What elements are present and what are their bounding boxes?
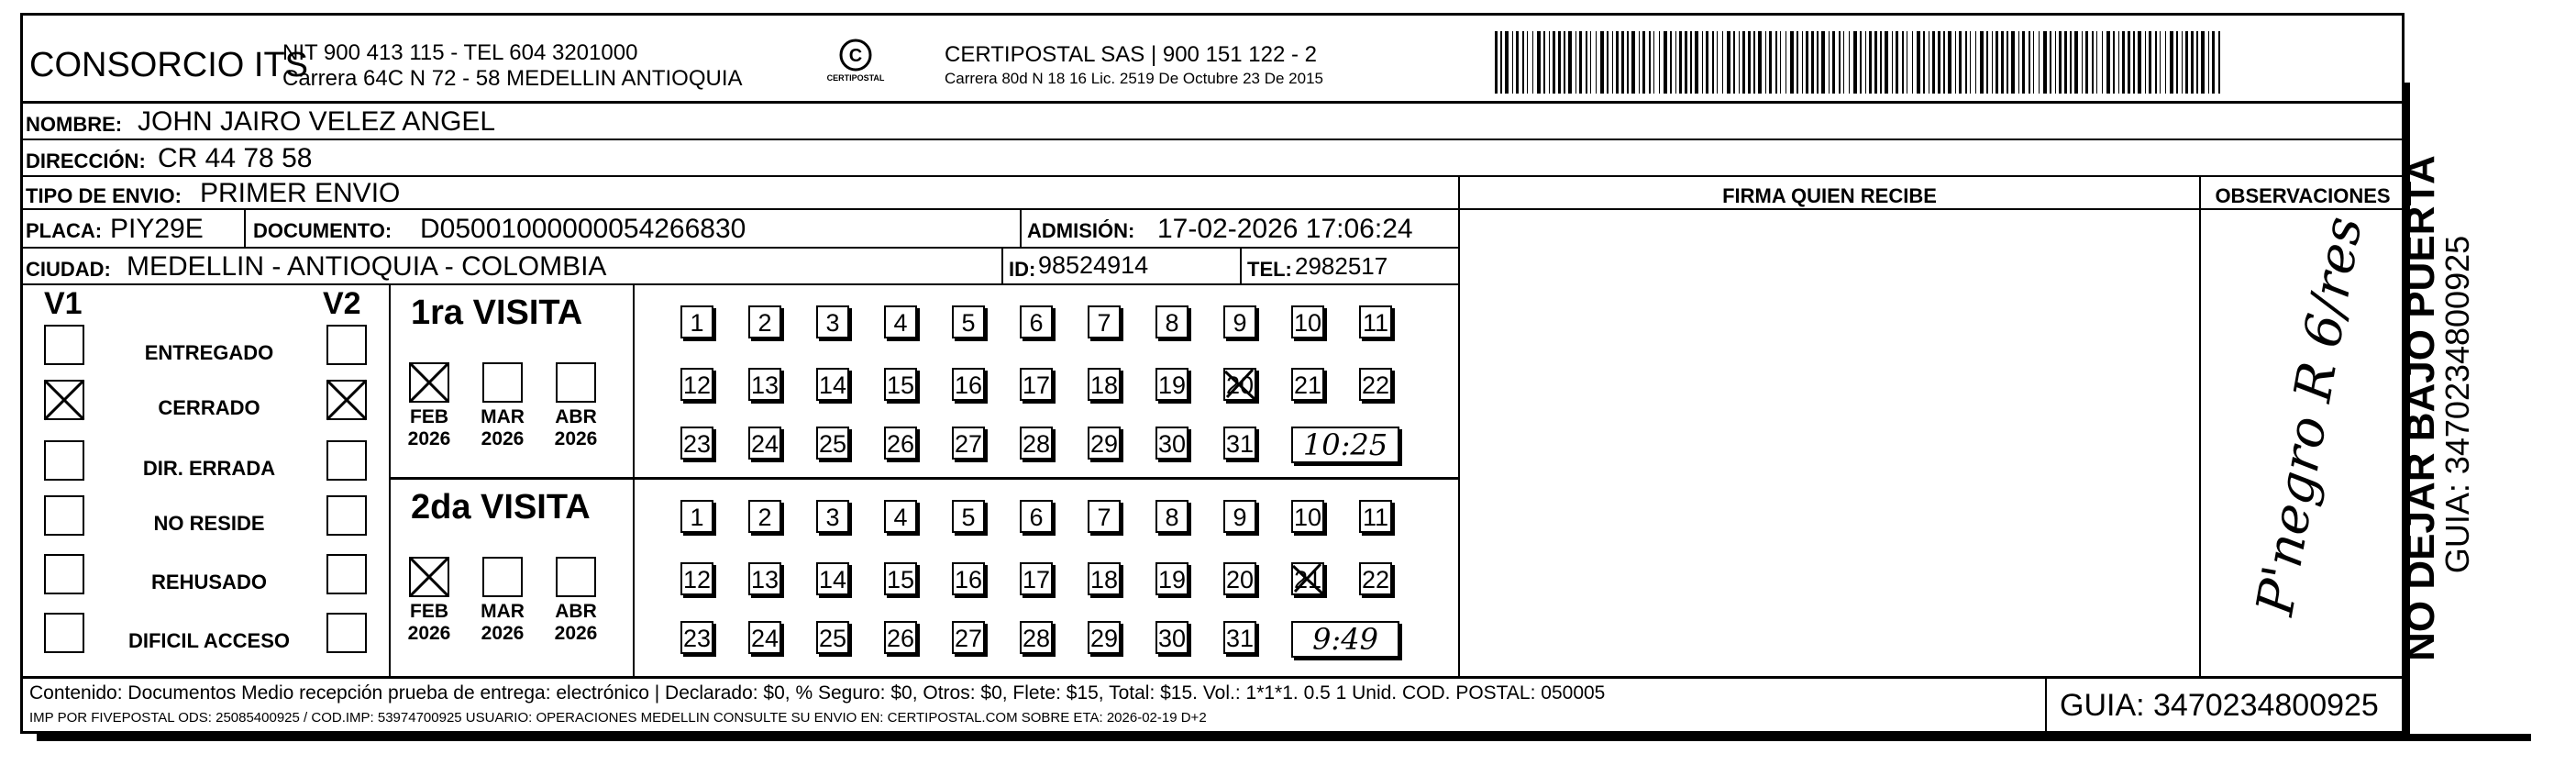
visit1-day-box[interactable]: 6 [1020, 305, 1053, 338]
v1-checkbox[interactable] [44, 613, 84, 653]
barcode-bar [1579, 31, 1582, 94]
visit2-month-checkbox[interactable] [482, 557, 523, 597]
barcode-bar [1986, 31, 1988, 94]
visit1-day-box[interactable]: 29 [1088, 427, 1121, 460]
barcode-bar [1775, 31, 1777, 94]
visit2-day-box[interactable]: 20 [1223, 562, 1256, 595]
visit-month-divider [633, 285, 635, 676]
visit2-day-box[interactable]: 31 [1223, 621, 1256, 654]
id-label: ID: [1009, 258, 1036, 281]
barcode-bar [1932, 31, 1935, 94]
row-ciudad [20, 249, 1460, 285]
barcode-bar [1527, 31, 1528, 94]
barcode-bar [1806, 31, 1808, 94]
tel-divider [1240, 249, 1242, 285]
barcode-bar [1769, 31, 1772, 94]
logo-text: CERTIPOSTAL [826, 73, 885, 83]
barcode-bar [1742, 31, 1745, 94]
barcode-bar [1892, 31, 1893, 94]
visit2-day-box[interactable]: 12 [680, 562, 713, 595]
barcode-bar [1860, 31, 1862, 94]
barcode-bar [2133, 31, 2135, 94]
barcode-bar [1642, 31, 1645, 94]
visit2-day-box[interactable]: 9 [1223, 500, 1256, 533]
visit2-day-box[interactable]: 13 [748, 562, 781, 595]
barcode-bar [2050, 31, 2051, 94]
row-direccion [20, 140, 2405, 177]
visit1-day-box[interactable]: 24 [748, 427, 781, 460]
barcode-bar [2212, 31, 2215, 94]
company-name: CONSORCIO ITS [29, 46, 309, 84]
barcode-bar [1596, 31, 1597, 94]
visit2-month-checkbox[interactable] [556, 557, 596, 597]
barcode-bar [1733, 31, 1735, 94]
visit1-day-box[interactable]: 4 [884, 305, 917, 338]
barcode-bar [2001, 31, 2004, 94]
visit2-day-box[interactable]: 22 [1359, 562, 1392, 595]
visit2-day-box[interactable]: 11 [1359, 500, 1392, 533]
barcode-bar [1943, 31, 1945, 94]
barcode-bar [1553, 31, 1555, 94]
visit2-day-box[interactable]: 15 [884, 562, 917, 595]
barcode-bar [1639, 31, 1640, 94]
barcode-bar [1505, 31, 1509, 94]
barcode-bar [1765, 31, 1766, 94]
footer-guia-divider [2045, 676, 2047, 734]
barcode-bar [2085, 31, 2088, 94]
visit2-title: 2da VISITA [411, 488, 591, 527]
visit1-day-box[interactable]: 21 [1291, 368, 1324, 401]
barcode-bar [1653, 31, 1654, 94]
barcode-bar [1564, 31, 1565, 94]
barcode-bar [1865, 31, 1866, 94]
barcode-bar [1948, 31, 1951, 94]
barcode-bar [1512, 31, 1513, 94]
admision-label: ADMISIÓN: [1027, 219, 1135, 242]
visit2-day-box[interactable]: 1 [680, 500, 713, 533]
barcode-bar [2022, 31, 2025, 94]
v2-checkbox[interactable] [326, 495, 367, 536]
tel-value: 2982517 [1295, 252, 1388, 280]
barcode [1495, 31, 2228, 94]
barcode-bar [2118, 31, 2119, 94]
visit1-day-box[interactable]: 18 [1088, 368, 1121, 401]
barcode-bar [2074, 31, 2078, 94]
barcode-bar [2160, 31, 2161, 94]
barcode-bar [2138, 31, 2141, 94]
visit2-day-mark [1288, 559, 1328, 599]
visit1-day-box[interactable]: 12 [680, 368, 713, 401]
visit1-day-box[interactable]: 15 [884, 368, 917, 401]
visit1-day-box[interactable]: 3 [816, 305, 849, 338]
status-label: NO RESIDE [153, 512, 265, 535]
visit-left-border [389, 285, 391, 676]
certipostal-line: CERTIPOSTAL SAS | 900 151 122 - 2 [945, 42, 1317, 67]
barcode-bar [1874, 31, 1877, 94]
admision-value: 17-02-2026 17:06:24 [1157, 214, 1413, 244]
visit2-day-box[interactable]: 25 [816, 621, 849, 654]
barcode-bar [2113, 31, 2115, 94]
visit2-day-box[interactable]: 16 [952, 562, 985, 595]
barcode-bar [2102, 31, 2103, 94]
placa-label: PLACA: [26, 219, 103, 242]
barcode-bar [1695, 31, 1698, 94]
visit1-day-box[interactable]: 31 [1223, 427, 1256, 460]
barcode-bar [1780, 31, 1781, 94]
visit-separator [389, 477, 1458, 480]
visit2-day-box[interactable]: 17 [1020, 562, 1053, 595]
tipo-value: PRIMER ENVIO [200, 178, 401, 208]
barcode-bar [1885, 31, 1888, 94]
visit1-day-box[interactable]: 10 [1291, 305, 1324, 338]
side-guia: GUIA: 3470234800925 [2438, 235, 2476, 574]
barcode-bar [1975, 31, 1976, 94]
direccion-label: DIRECCIÓN: [26, 150, 146, 172]
v2-checkbox[interactable] [326, 380, 367, 420]
barcode-bar [1748, 31, 1751, 94]
visit1-month-checkbox[interactable] [482, 362, 523, 403]
barcode-bar [1722, 31, 1723, 94]
barcode-bar [1902, 31, 1904, 94]
barcode-bar [1590, 31, 1591, 94]
visit1-day-box[interactable]: 9 [1223, 305, 1256, 338]
visit1-day-mark [1220, 364, 1260, 405]
visit1-day-box[interactable]: 25 [816, 427, 849, 460]
barcode-bar [2145, 31, 2146, 94]
visit2-day-box[interactable]: 8 [1155, 500, 1188, 533]
barcode-bar [1649, 31, 1651, 94]
visit1-day-box[interactable]: 17 [1020, 368, 1053, 401]
visit1-day-box[interactable]: 2 [748, 305, 781, 338]
barcode-bar [1849, 31, 1850, 94]
barcode-bar [1685, 31, 1687, 94]
visit1-day-box[interactable]: 20 [1223, 368, 1256, 401]
visit1-day-box[interactable]: 27 [952, 427, 985, 460]
barcode-bar [1821, 31, 1825, 94]
status-label: REHUSADO [151, 571, 267, 593]
barcode-bar [1706, 31, 1708, 94]
visit1-title: 1ra VISITA [411, 294, 583, 332]
documento-value: D05001000000054266830 [420, 214, 746, 244]
barcode-bar [1829, 31, 1830, 94]
barcode-bar [1612, 31, 1613, 94]
documento-label: DOCUMENTO: [253, 219, 392, 242]
barcode-bar [1758, 31, 1762, 94]
barcode-bar [1959, 31, 1962, 94]
barcode-bar [2191, 31, 2194, 94]
direccion-value: CR 44 78 58 [158, 143, 313, 173]
visit2-day-box[interactable]: 23 [680, 621, 713, 654]
barcode-bar [1575, 31, 1576, 94]
barcode-bar [1739, 31, 1740, 94]
v2-checkbox[interactable] [326, 325, 367, 365]
footer-guia: GUIA: 3470234800925 [2060, 688, 2379, 723]
v1-checkbox[interactable] [44, 380, 84, 420]
barcode-bar [2170, 31, 2173, 94]
visit1-day-box[interactable]: 11 [1359, 305, 1392, 338]
nombre-value: JOHN JAIRO VELEZ ANGEL [138, 106, 496, 137]
footer-rule [20, 676, 2405, 679]
barcode-bar [2165, 31, 2166, 94]
status-label: DIR. ERRADA [142, 457, 276, 480]
visit1-day-box[interactable]: 5 [952, 305, 985, 338]
barcode-bar [1702, 31, 1703, 94]
status-label: ENTREGADO [144, 341, 274, 364]
barcode-bar [2039, 31, 2040, 94]
status-label: CERRADO [158, 396, 260, 419]
barcode-bar [1853, 31, 1857, 94]
barcode-bar [2070, 31, 2072, 94]
firma-label: FIRMA QUIEN RECIBE [1722, 184, 1937, 207]
v1-checkbox[interactable] [44, 495, 84, 536]
barcode-bar [1631, 31, 1635, 94]
v2-checkbox[interactable] [326, 554, 367, 594]
barcode-bar [1664, 31, 1667, 94]
barcode-bar [2029, 31, 2030, 94]
admision-divider [1020, 210, 1022, 249]
visit1-day-box[interactable]: 7 [1088, 305, 1121, 338]
barcode-bar [1621, 31, 1624, 94]
visit2-day-box[interactable]: 5 [952, 500, 985, 533]
visit1-day-box[interactable]: 19 [1155, 368, 1188, 401]
v2-checkbox[interactable] [326, 440, 367, 481]
barcode-bar [1839, 31, 1841, 94]
visit1-month-checkbox[interactable] [409, 362, 449, 403]
barcode-bar [1679, 31, 1682, 94]
barcode-bar [1912, 31, 1913, 94]
visit2-day-box[interactable]: 30 [1155, 621, 1188, 654]
visit2-day-box[interactable]: 2 [748, 500, 781, 533]
visit1-month-label: FEB 2026 [407, 406, 451, 449]
barcode-bar [2043, 31, 2047, 94]
barcode-bar [1753, 31, 1755, 94]
visit2-day-box[interactable]: 18 [1088, 562, 1121, 595]
barcode-bar [2182, 31, 2183, 94]
placa-value: PIY29E [110, 214, 204, 244]
barcode-bar [1727, 31, 1730, 94]
imp-text: IMP POR FIVEPOSTAL ODS: 25085400925 / COD.IMP: 53974700925 USUARIO: OPERACIONES MEDELLIN CONSULTE SU ENVIO EN: CERTIPOSTAL.COM SOBRE ETA: 2026-02-19 D+2 [29, 710, 1207, 726]
barcode-bar [1790, 31, 1794, 94]
barcode-bar [1616, 31, 1619, 94]
barcode-bar [1543, 31, 1545, 94]
visit2-day-box[interactable]: 26 [884, 621, 917, 654]
barcode-bar [1996, 31, 1998, 94]
barcode-bar [2018, 31, 2019, 94]
barcode-bar [1495, 31, 1498, 94]
status-label: DIFICIL ACCESO [127, 629, 290, 652]
barcode-bar [1880, 31, 1882, 94]
barcode-bar [2007, 31, 2008, 94]
barcode-bar [2092, 31, 2094, 94]
barcode-bar [1970, 31, 1971, 94]
svg-text:C: C [848, 46, 863, 66]
visit2-day-box[interactable]: 29 [1088, 621, 1121, 654]
v2-checkbox[interactable] [326, 613, 367, 653]
tipo-label: TIPO DE ENVIO: [26, 184, 182, 207]
obs-divider [2199, 177, 2201, 676]
barcode-bar [1659, 31, 1660, 94]
visit1-day-box[interactable]: 1 [680, 305, 713, 338]
visit2-day-box[interactable]: 6 [1020, 500, 1053, 533]
nombre-label: NOMBRE: [26, 113, 123, 136]
barcode-bar [1712, 31, 1714, 94]
barcode-bar [1802, 31, 1803, 94]
visit2-day-box[interactable]: 4 [884, 500, 917, 533]
visit1-month-label: ABR 2026 [554, 406, 598, 449]
barcode-bar [2011, 31, 2015, 94]
visit1-day-box[interactable]: 26 [884, 427, 917, 460]
barcode-bar [1522, 31, 1524, 94]
visit2-time-box[interactable]: 9:49 [1291, 621, 1399, 658]
barcode-bar [1690, 31, 1692, 94]
barcode-bar [1843, 31, 1844, 94]
barcode-bar [1516, 31, 1519, 94]
barcode-bar [2201, 31, 2205, 94]
barcode-bar [2033, 31, 2034, 94]
address-line: Carrera 64C N 72 - 58 MEDELLIN ANTIOQUIA [282, 66, 743, 91]
visit2-day-box[interactable]: 7 [1088, 500, 1121, 533]
barcode-bar [1869, 31, 1872, 94]
v2-header: V2 [323, 286, 361, 321]
visit2-month-checkbox[interactable] [409, 557, 449, 597]
visit2-month-label: MAR 2026 [481, 601, 525, 644]
barcode-bar [1923, 31, 1925, 94]
barcode-bar [2096, 31, 2097, 94]
barcode-bar [1537, 31, 1541, 94]
id-divider [1001, 249, 1003, 285]
barcode-bar [2176, 31, 2178, 94]
side-no-dejar: NO DEJAR BAJO PUERTA [2398, 155, 2443, 661]
visit1-day-box[interactable]: 8 [1155, 305, 1188, 338]
barcode-bar [2155, 31, 2157, 94]
visit2-day-box[interactable]: 21 [1291, 562, 1324, 595]
visit1-day-box[interactable]: 28 [1020, 427, 1053, 460]
nit-line: NIT 900 413 115 - TEL 604 3201000 [282, 40, 638, 65]
visit2-day-box[interactable]: 14 [816, 562, 849, 595]
visit1-day-box[interactable]: 30 [1155, 427, 1188, 460]
barcode-bar [1558, 31, 1561, 94]
barcode-bar [1955, 31, 1956, 94]
visit2-day-box[interactable]: 19 [1155, 562, 1188, 595]
barcode-bar [1717, 31, 1718, 94]
visit2-day-box[interactable]: 3 [816, 500, 849, 533]
row-nombre [20, 104, 2405, 140]
barcode-bar [1917, 31, 1920, 94]
barcode-bar [2106, 31, 2110, 94]
visit2-day-box[interactable]: 28 [1020, 621, 1053, 654]
visit1-month-checkbox[interactable] [556, 362, 596, 403]
v1-header: V1 [44, 286, 83, 321]
barcode-bar [1938, 31, 1940, 94]
visit2-month-label: ABR 2026 [554, 601, 598, 644]
v1-checkbox[interactable] [44, 554, 84, 594]
visit1-month-label: MAR 2026 [481, 406, 525, 449]
barcode-bar [1965, 31, 1967, 94]
contenido-text: Contenido: Documentos Medio recepción prueba de entrega: electrónico | Declarado: $0, % Seguro: $0, Otros: $0, Flete: $15, Total: $15. Vol.: 1*1*1. 0.5 1 Unid. COD. POSTAL: 050005 [29, 682, 1606, 704]
visit1-time-box[interactable]: 10:25 [1291, 427, 1399, 463]
observaciones-handwriting: P'negro R 6/res [2245, 212, 2374, 620]
row-placa [20, 210, 1460, 249]
barcode-bar [1980, 31, 1984, 94]
barcode-bar [1797, 31, 1798, 94]
visit1-day-box[interactable]: 14 [816, 368, 849, 401]
barcode-bar [2059, 31, 2062, 94]
barcode-bar [1586, 31, 1587, 94]
v1-checkbox[interactable] [44, 440, 84, 481]
barcode-bar [1532, 31, 1533, 94]
visit2-day-box[interactable]: 27 [952, 621, 985, 654]
id-value: 98524914 [1038, 251, 1149, 279]
certipostal-sub: Carrera 80d N 18 16 Lic. 2519 De Octubre 23 De 2015 [945, 70, 1323, 87]
barcode-bar [1627, 31, 1629, 94]
visit1-day-box[interactable]: 16 [952, 368, 985, 401]
visit2-day-box[interactable]: 10 [1291, 500, 1324, 533]
visit2-month-label: FEB 2026 [407, 601, 451, 644]
barcode-bar [2122, 31, 2125, 94]
tel-label: TEL: [1247, 258, 1292, 281]
visit2-day-box[interactable]: 24 [748, 621, 781, 654]
barcode-bar [1549, 31, 1550, 94]
ciudad-value: MEDELLIN - ANTIOQUIA - COLOMBIA [127, 251, 607, 282]
barcode-bar [2218, 31, 2220, 94]
barcode-bar [1832, 31, 1835, 94]
visit1-day-box[interactable]: 13 [748, 368, 781, 401]
v1-checkbox[interactable] [44, 325, 84, 365]
barcode-bar [2128, 31, 2130, 94]
barcode-bar [2196, 31, 2198, 94]
barcode-bar [2185, 31, 2188, 94]
certipostal-logo [825, 37, 886, 95]
placa-divider [244, 210, 246, 249]
barcode-bar [2149, 31, 2151, 94]
barcode-bar [1896, 31, 1898, 94]
visit1-day-box[interactable]: 22 [1359, 368, 1392, 401]
barcode-bar [1607, 31, 1609, 94]
card-shadow-bottom [37, 734, 2531, 741]
barcode-bar [1670, 31, 1672, 94]
barcode-bar [1600, 31, 1604, 94]
barcode-bar [2082, 31, 2083, 94]
barcode-bar [1568, 31, 1572, 94]
barcode-bar [1675, 31, 1676, 94]
barcode-bar [1817, 31, 1819, 94]
visit1-day-box[interactable]: 23 [680, 427, 713, 460]
ciudad-label: CIUDAD: [26, 258, 111, 281]
barcode-bar [1500, 31, 1502, 94]
observaciones-label: OBSERVACIONES [2215, 184, 2391, 207]
barcode-bar [2055, 31, 2056, 94]
barcode-bar [1811, 31, 1814, 94]
barcode-bar [1992, 31, 1993, 94]
barcode-bar [2208, 31, 2209, 94]
barcode-bar [2064, 31, 2067, 94]
